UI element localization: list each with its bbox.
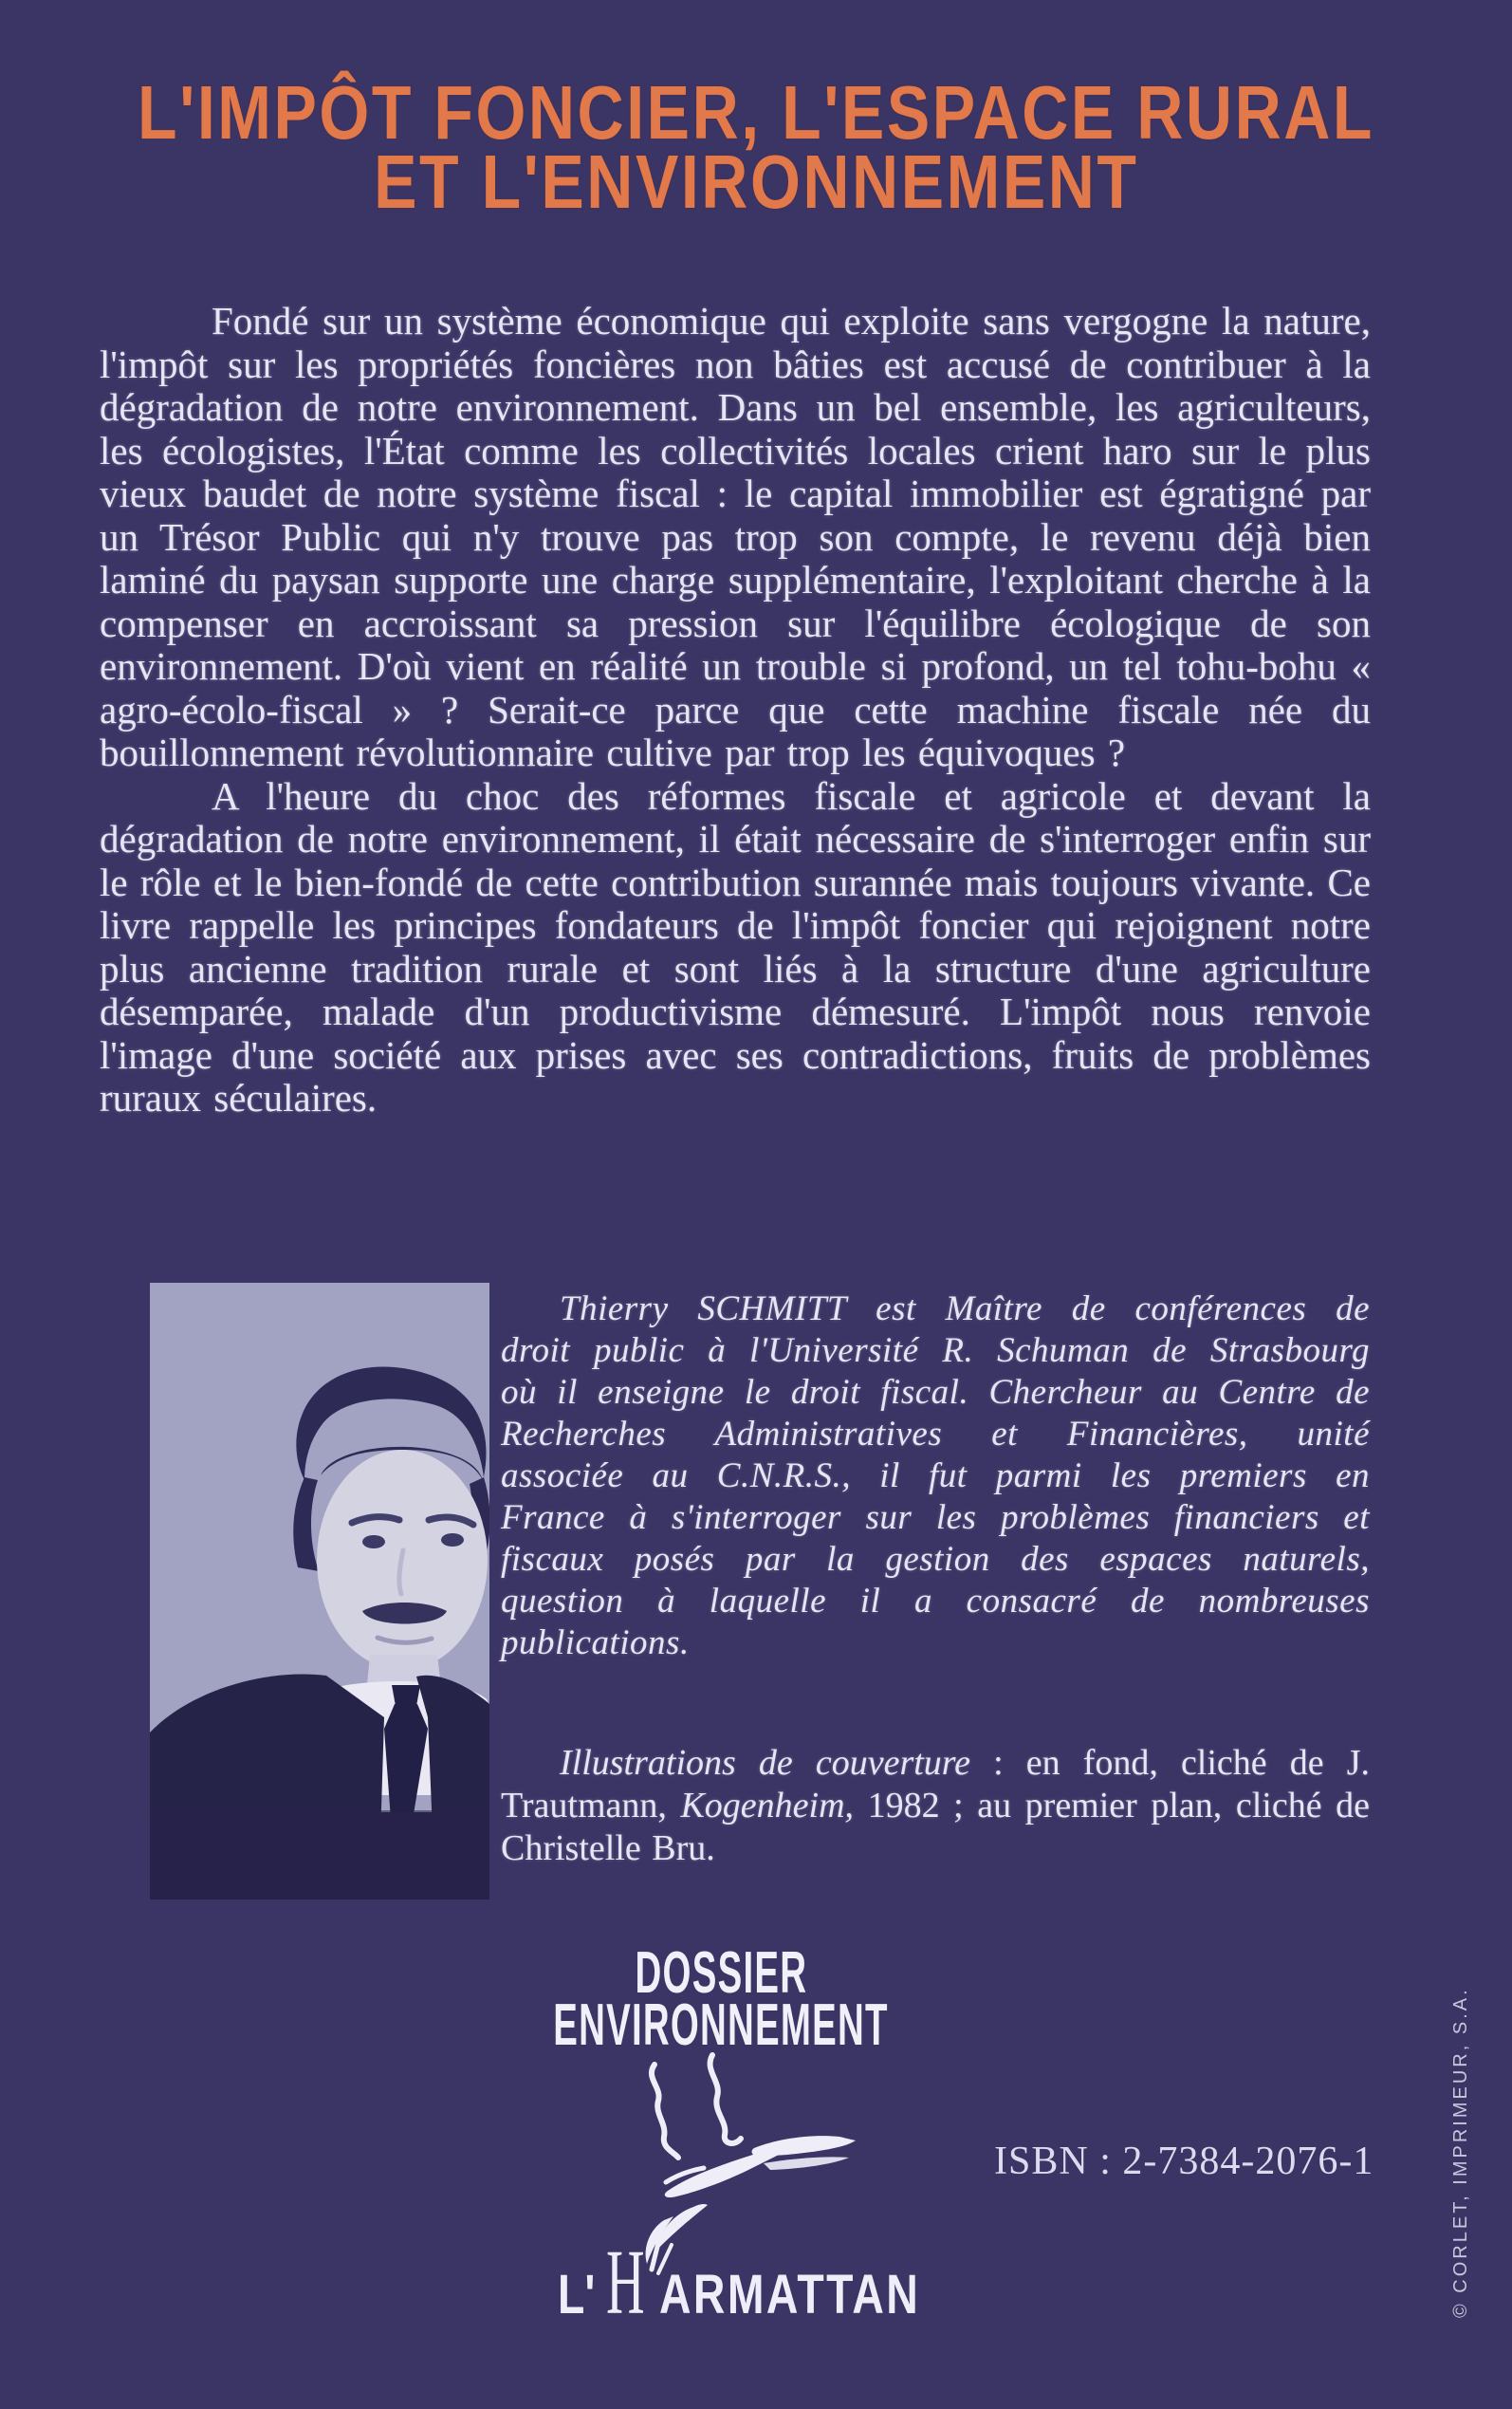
page-title: [0, 70, 1512, 224]
author-bio-text: Thierry SCHMITT est Maître de conférences de droit public à l'Université R. Schuman de Strasbourg où il enseigne le droit fiscal. Chercheur au Centre de Recherches Administratives et Financières, unité associée au C.N.R.S., il fut parmi les premiers en France à s'interroger sur les problèmes financiers et fiscaux posés par la gestion des espaces naturels, question à laquelle il a consacré de nombreuses publications.: [501, 1289, 1370, 1662]
credits-lead: Illustrations de couverture: [560, 1743, 971, 1783]
isbn: ISBN : 2-7384-2076-1: [994, 2140, 1374, 2183]
credits-work-title: Kogenheim,: [680, 1786, 855, 1825]
publisher-initial: H: [606, 2232, 645, 2333]
synopsis-paragraph-2: A l'heure du choc des réformes fiscale et agricole et devant la dégradation de notre environnement, il était nécessaire de s'interroger enfin sur le rôle et le bien-fondé de cette contribution surannée mais toujours vivante. Ce livre rappelle les principes fondateurs de l'impôt foncier qui rejoignent notre plus ancienne tradition rurale et sont liés à la structure d'une agriculture désemparée, malade d'un productivisme démesuré. L'impôt nous renvoie l'image d'une société aux prises avec ses contradictions, fruits de problèmes ruraux séculaires.: [100, 773, 1371, 1120]
cover-credits: [501, 1742, 1370, 1870]
title-line-1: L'IMPÔT FONCIER, L'ESPACE RURAL: [138, 70, 1374, 155]
credits-middle: : en fond, cliché de J. Trautmann,: [501, 1743, 1370, 1825]
synopsis: [100, 300, 1371, 1121]
synopsis-paragraph-1: Fondé sur un système économique qui exploite sans vergogne la nature, l'impôt sur les propriétés foncières non bâties est accusé de contribuer à la dégradation de notre environnement. Dans un bel ensemble, les agriculteurs, les écologistes, l'État comme les collectivités locales crient haro sur le plus vieux baudet de notre système fiscal : le capital immobilier est égratigné par un Trésor Public qui n'y trouve pas trop son compte, le revenu déjà bien laminé du paysan supporte une charge supplémentaire, l'exploitant cherche à la compenser en accroissant sa pression sur l'équilibre écologique de son environnement. D'où vient en réalité un trouble si profond, un tel tohu-bohu « agro-écolo-fiscal » ? Serait-ce parce que cette machine fiscale née du bouillonnement révolutionnaire cultive par trop les équivoques ?: [100, 299, 1371, 774]
author-photo: [150, 1283, 489, 1899]
title-line-2: ET L'ENVIRONNEMENT: [373, 139, 1139, 224]
collection-line-2: ENVIRONNEMENT: [553, 1992, 889, 2058]
publisher-wordmark: [558, 2230, 986, 2335]
credits-tail: 1982 ; au premier plan, cliché de Christelle Bru.: [501, 1786, 1370, 1868]
cover-credits-text: [501, 1742, 1370, 1870]
portrait-photo-icon: [150, 1283, 489, 1899]
publisher-rest: ARMATTAN: [659, 2264, 921, 2326]
collection-line-1: DOSSIER: [635, 1940, 807, 2006]
author-bio: [501, 1288, 1370, 1664]
printer-credit: © CORLET, IMPRIMEUR, S.A.: [1450, 1987, 1471, 2318]
publisher-prefix: L': [558, 2264, 596, 2326]
